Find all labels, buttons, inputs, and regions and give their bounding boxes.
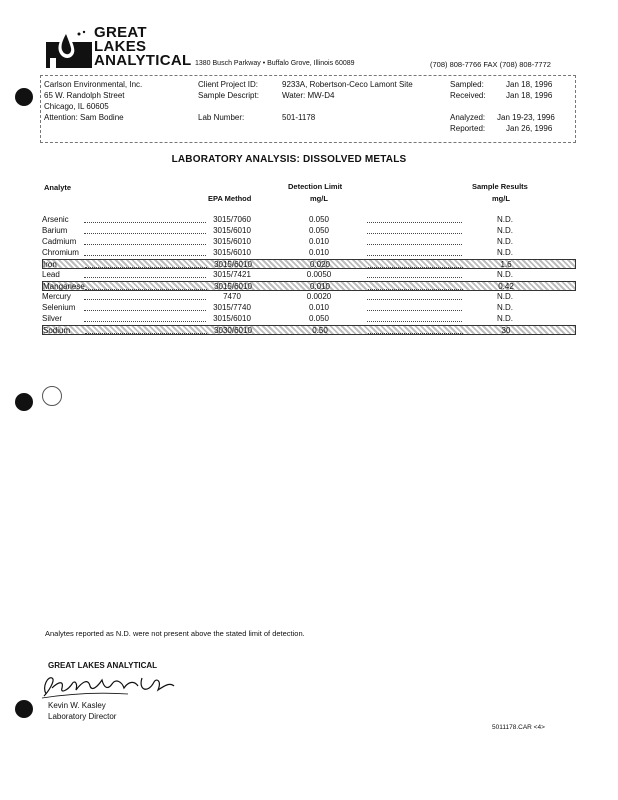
detection-limit: 0.010 xyxy=(308,303,330,312)
column-header-sample-results: Sample Results xyxy=(472,182,528,191)
detection-limit: 0.020 xyxy=(309,260,331,269)
detection-limit: 0.050 xyxy=(308,314,330,323)
leader-dots xyxy=(85,282,207,290)
analyte-name: Manganese xyxy=(43,282,85,291)
sampled-label: Sampled: xyxy=(450,80,484,89)
sample-result: N.D. xyxy=(497,237,513,246)
leader-dots xyxy=(367,270,462,278)
analyte-name: Chromium xyxy=(42,248,79,257)
table-row xyxy=(42,303,576,313)
epa-method: 3015/6010 xyxy=(213,314,251,323)
table-row xyxy=(42,259,576,269)
sample-result: 1.6 xyxy=(500,260,512,269)
sample-result: 30 xyxy=(501,326,511,335)
analyte-name: Mercury xyxy=(42,292,71,301)
analyte-name: Barium xyxy=(42,226,68,235)
leader-dots xyxy=(85,326,207,334)
leader-dots xyxy=(84,215,206,223)
signatory-title: Laboratory Director xyxy=(48,712,117,721)
leader-dots xyxy=(84,226,206,234)
detection-limit: 0.0050 xyxy=(306,270,332,279)
client-project-id-label: Client Project ID: xyxy=(198,80,259,89)
table-row xyxy=(42,325,576,335)
signatory-name: Kevin W. Kasley xyxy=(48,701,106,710)
file-reference: 5011178.CAR <4> xyxy=(492,724,545,731)
analyte-name: Lead xyxy=(42,270,60,279)
received-label: Received: xyxy=(450,91,486,100)
leader-dots xyxy=(84,237,206,245)
analyte-name: Cadmium xyxy=(42,237,77,246)
company-logo xyxy=(40,24,190,72)
analyzed-value: Jan 19-23, 1996 xyxy=(497,113,555,122)
logo-wordmark xyxy=(94,26,191,68)
client-city: Chicago, IL 60605 xyxy=(44,102,109,111)
sample-descript-label: Sample Descript: xyxy=(198,91,259,100)
column-header-detection-limit: Detection Limit xyxy=(288,182,343,191)
reported-value: Jan 26, 1996 xyxy=(506,124,553,133)
leader-dots xyxy=(84,248,206,256)
epa-method: 3015/6010 xyxy=(214,260,252,269)
detection-footnote: Analytes reported as N.D. were not present above the stated limit of detection. xyxy=(45,629,305,638)
table-row xyxy=(42,215,576,225)
sample-result: N.D. xyxy=(497,248,513,257)
detection-limit: 0.010 xyxy=(308,237,330,246)
signature-company: GREAT LAKES ANALYTICAL xyxy=(48,661,158,670)
table-row xyxy=(42,248,576,258)
punch-hole-bottom xyxy=(15,700,33,718)
logo-line-2: LAKES xyxy=(94,38,147,55)
analyte-name: Sodium xyxy=(43,326,71,335)
leader-dots xyxy=(367,248,462,256)
table-row xyxy=(42,237,576,247)
leader-dots xyxy=(367,292,462,300)
table-row xyxy=(42,292,576,302)
analyte-name: Iron xyxy=(43,260,57,269)
detection-limit: 0.050 xyxy=(308,215,330,224)
sample-result: N.D. xyxy=(497,303,513,312)
epa-method: 3015/7060 xyxy=(213,215,251,224)
leader-dots xyxy=(84,292,206,300)
table-row xyxy=(42,226,576,236)
punch-hole-top xyxy=(15,88,33,106)
epa-method: 3015/6010 xyxy=(213,237,251,246)
analyte-name: Arsenic xyxy=(42,215,69,224)
logo-line-1: GREAT xyxy=(94,24,147,41)
lab-phone: (708) 808-7766 FAX (708) 808-7772 xyxy=(430,60,551,69)
punch-hole-middle xyxy=(15,393,33,411)
detection-limit: 0.50 xyxy=(312,326,328,335)
lab-address: 1380 Busch Parkway • Buffalo Grove, Illinois 60089 xyxy=(195,60,355,67)
detection-limit: 0.010 xyxy=(308,248,330,257)
detection-limit: 0.010 xyxy=(309,282,331,291)
leader-dots xyxy=(367,303,462,311)
table-row xyxy=(42,281,576,291)
client-attention: Attention: Sam Bodine xyxy=(44,113,124,122)
detection-limit: 0.0020 xyxy=(306,292,332,301)
leader-dots xyxy=(367,314,462,322)
sample-result: N.D. xyxy=(497,314,513,323)
epa-method: 7470 xyxy=(223,292,241,301)
handwritten-signature xyxy=(38,668,188,702)
leader-dots xyxy=(367,215,462,223)
epa-method: 3015/6010 xyxy=(213,248,251,257)
sampled-value: Jan 18, 1996 xyxy=(506,80,553,89)
sample-result: N.D. xyxy=(497,292,513,301)
client-project-id-value: 9233A, Robertson-Ceco Lamont Site xyxy=(282,80,413,89)
received-value: Jan 18, 1996 xyxy=(506,91,553,100)
leader-dots xyxy=(84,270,206,278)
water-drop-logo-icon xyxy=(46,28,92,68)
sample-result: 0.42 xyxy=(498,282,514,291)
sample-result: N.D. xyxy=(497,215,513,224)
lab-number-label: Lab Number: xyxy=(198,113,245,122)
analyte-name: Silver xyxy=(42,314,63,323)
sample-result: N.D. xyxy=(497,226,513,235)
client-street: 65 W. Randolph Street xyxy=(44,91,125,100)
table-row xyxy=(42,270,576,280)
sample-descript-value: Water: MW-D4 xyxy=(282,91,335,100)
leader-dots xyxy=(367,237,462,245)
epa-method: 3015/6010 xyxy=(213,226,251,235)
detection-limit: 0.050 xyxy=(308,226,330,235)
leader-dots xyxy=(367,226,462,234)
epa-method: 3015/6010 xyxy=(214,282,252,291)
column-header-analyte: Analyte xyxy=(44,183,72,192)
report-title: LABORATORY ANALYSIS: DISSOLVED METALS xyxy=(171,154,407,165)
leader-dots xyxy=(368,326,463,334)
analyzed-label: Analyzed: xyxy=(450,113,486,122)
leader-dots xyxy=(84,314,206,322)
column-header-results-unit: mg/L xyxy=(492,194,510,203)
client-company: Carlson Environmental, Inc. xyxy=(44,80,143,89)
leader-dots xyxy=(85,260,207,268)
column-header-detection-unit: mg/L xyxy=(310,194,328,203)
epa-method: 3030/6010 xyxy=(214,326,252,335)
punch-hole-outline xyxy=(42,386,62,406)
analyte-name: Selenium xyxy=(42,303,76,312)
column-header-epa-method: EPA Method xyxy=(208,194,252,203)
table-row xyxy=(42,314,576,324)
epa-method: 3015/7740 xyxy=(213,303,251,312)
logo-line-3: ANALYTICAL xyxy=(94,52,192,69)
reported-label: Reported: xyxy=(450,124,486,133)
leader-dots xyxy=(84,303,206,311)
leader-dots xyxy=(368,260,463,268)
sample-result: N.D. xyxy=(497,270,513,279)
leader-dots xyxy=(368,282,463,290)
epa-method: 3015/7421 xyxy=(213,270,251,279)
lab-number-value: 501-1178 xyxy=(282,113,316,122)
